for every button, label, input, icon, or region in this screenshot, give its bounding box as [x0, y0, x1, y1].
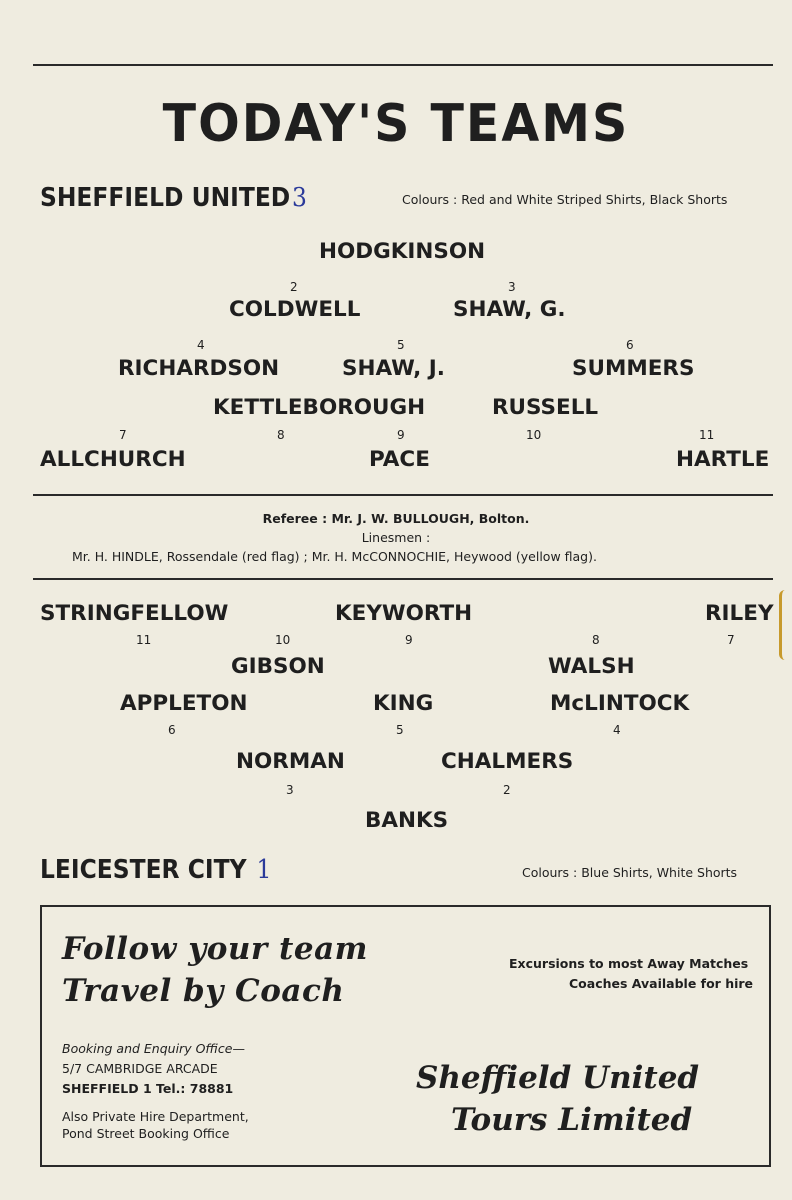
away-player-appleton: APPLETON — [120, 691, 248, 716]
home-player-6: SUMMERS — [572, 356, 695, 381]
officials-top-rule — [33, 494, 773, 496]
home-number-3: 3 — [508, 280, 516, 294]
linesmen: Mr. H. HINDLE, Rossendale (red flag) ; Mr. H. McCONNOCHIE, Heywood (yellow flag). — [72, 549, 597, 564]
away-team-name — [40, 855, 271, 885]
away-number-7: 7 — [727, 633, 735, 647]
advert-excursions: Excursions to most Away Matches — [509, 956, 749, 971]
home-team-name — [40, 183, 307, 213]
away-number-5: 5 — [396, 723, 404, 737]
away-score-handwritten: 1 — [256, 855, 272, 885]
referee: Referee : Mr. J. W. BULLOUGH, Bolton. — [262, 511, 530, 526]
away-player-chalmers: CHALMERS — [441, 749, 574, 774]
page-title: TODAY'S TEAMS — [162, 93, 630, 154]
away-number-11: 11 — [136, 633, 152, 647]
away-number-8: 8 — [592, 633, 600, 647]
home-team-label: SHEFFIELD UNITED — [40, 183, 291, 213]
home-colours: Colours : Red and White Striped Shirts, Black Shorts — [402, 192, 728, 207]
home-number-8: 8 — [277, 428, 285, 442]
home-player-1: HODGKINSON — [319, 239, 486, 264]
away-player-norman: NORMAN — [236, 749, 345, 774]
away-number-9: 9 — [405, 633, 413, 647]
home-number-11: 11 — [699, 428, 715, 442]
home-number-4: 4 — [197, 338, 205, 352]
away-number-3: 3 — [286, 783, 294, 797]
away-number-4: 4 — [613, 723, 621, 737]
away-number-10: 10 — [275, 633, 291, 647]
away-player-walsh: WALSH — [548, 654, 635, 679]
away-player-banks: BANKS — [365, 808, 449, 833]
advert-private-line2: Pond Street Booking Office — [62, 1126, 230, 1141]
advert-office-label: Booking and Enquiry Office— — [62, 1041, 245, 1056]
advert-private-line1: Also Private Hire Department, — [62, 1109, 249, 1124]
home-number-7: 7 — [119, 428, 127, 442]
home-number-5: 5 — [397, 338, 405, 352]
officials-bottom-rule — [33, 578, 773, 580]
away-team-label: LEICESTER CITY — [40, 855, 247, 885]
advert-address-line1: 5/7 CAMBRIDGE ARCADE — [62, 1061, 218, 1076]
staple-mark — [779, 590, 792, 660]
top-rule — [33, 64, 773, 66]
home-player-11: HARTLE — [676, 447, 770, 472]
away-player-king: KING — [373, 691, 434, 716]
home-score-handwritten: 3 — [292, 183, 307, 213]
home-player-2: COLDWELL — [229, 297, 361, 322]
home-number-9: 9 — [397, 428, 405, 442]
home-player-7: ALLCHURCH — [40, 447, 186, 472]
home-player-4: RICHARDSON — [118, 356, 280, 381]
home-player-9: PACE — [369, 447, 430, 472]
advert-coaches: Coaches Available for hire — [569, 976, 754, 991]
home-number-2: 2 — [290, 280, 298, 294]
advert-slogan-line1: Follow your team — [62, 931, 368, 967]
home-number-10: 10 — [526, 428, 542, 442]
home-player-5: SHAW, J. — [342, 356, 445, 381]
away-number-2: 2 — [503, 783, 511, 797]
home-player-russell: RUSSELL — [492, 395, 599, 420]
advert-slogan-line2: Travel by Coach — [62, 973, 345, 1009]
away-player-mclintock: McLINTOCK — [550, 691, 690, 716]
advert-address-line2: SHEFFIELD 1 Tel.: 78881 — [62, 1081, 234, 1096]
home-number-6: 6 — [626, 338, 634, 352]
home-player-kettleborough: KETTLEBOROUGH — [213, 395, 426, 420]
away-player-keyworth: KEYWORTH — [335, 601, 473, 626]
home-player-3: SHAW, G. — [453, 297, 566, 322]
advert-company-line1: Sheffield United — [416, 1060, 700, 1096]
linesmen-label: Linesmen : — [361, 530, 431, 545]
away-colours: Colours : Blue Shirts, White Shorts — [522, 865, 738, 880]
away-player-riley: RILEY — [705, 601, 774, 626]
away-number-6: 6 — [168, 723, 176, 737]
advert-company-line2: Tours Limited — [451, 1102, 693, 1138]
away-player-gibson: GIBSON — [231, 654, 325, 679]
away-player-stringfellow: STRINGFELLOW — [40, 601, 229, 626]
